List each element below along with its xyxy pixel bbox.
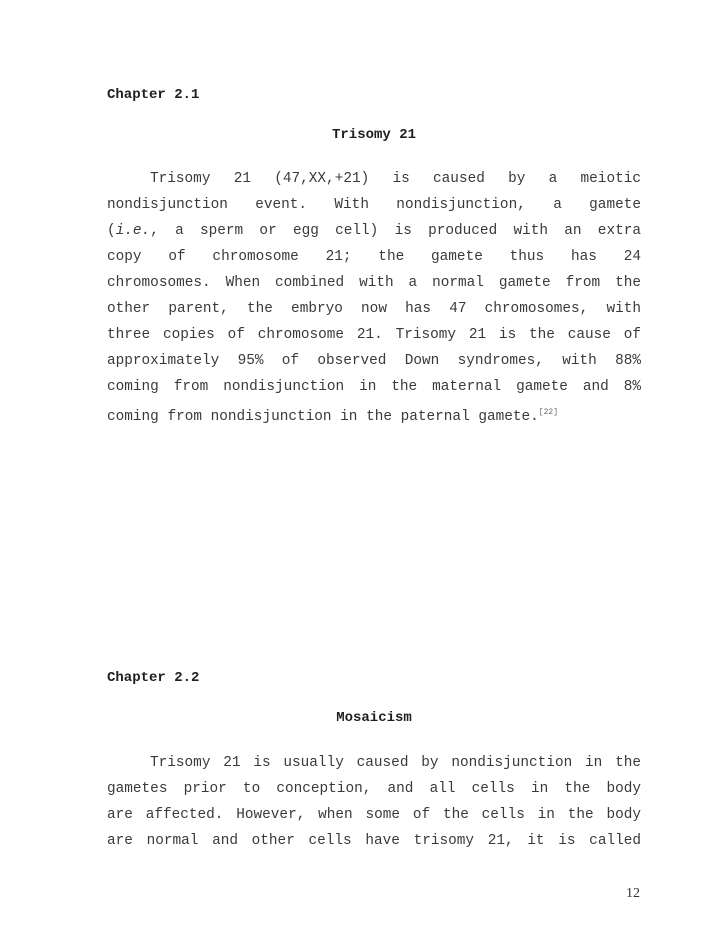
paragraph-line: Trisomy 21 is usually caused by nondisjunction in the	[150, 755, 641, 771]
paragraph-line-text: coming from nondisjunction in the paternal gamete.	[107, 409, 539, 425]
paragraph-line-last	[107, 404, 641, 426]
paragraph-line: nondisjunction event. With nondisjunction, a gamete	[107, 197, 641, 213]
chapter-heading-2-2: Chapter 2.2	[107, 670, 200, 686]
paragraph-line: are normal and other cells have trisomy 21, it is called	[107, 833, 641, 849]
page-number: 12	[626, 886, 640, 901]
paragraph-line: other parent, the embryo now has 47 chromosomes, with	[107, 301, 641, 317]
section-title-trisomy-21: Trisomy 21	[331, 127, 416, 143]
section-title-mosaicism: Mosaicism	[336, 710, 412, 726]
paragraph-line: (i.e., a sperm or egg cell) is produced with an extra	[107, 223, 641, 239]
citation-link[interactable]: [22]	[538, 408, 558, 417]
ie-abbrev: i.e.	[115, 223, 151, 239]
paragraph-line-rest: , a sperm or egg cell) is produced with an extra	[150, 223, 641, 239]
paragraph-line: three copies of chromosome 21. Trisomy 21 is the cause of	[107, 327, 641, 343]
paragraph-line: copy of chromosome 21; the gamete thus has 24	[107, 249, 641, 265]
paragraph-line: coming from nondisjunction in the maternal gamete and 8%	[107, 379, 641, 395]
paragraph-line: are affected. However, when some of the cells in the body	[107, 807, 641, 823]
paragraph-line: gametes prior to conception, and all cells in the body	[107, 781, 641, 797]
paragraph-line: Trisomy 21 (47,XX,+21) is caused by a meiotic	[150, 171, 641, 187]
chapter-heading-2-1: Chapter 2.1	[107, 87, 200, 103]
paragraph-line: approximately 95% of observed Down syndromes, with 88%	[107, 353, 641, 369]
paragraph-line: chromosomes. When combined with a normal gamete from the	[107, 275, 641, 291]
